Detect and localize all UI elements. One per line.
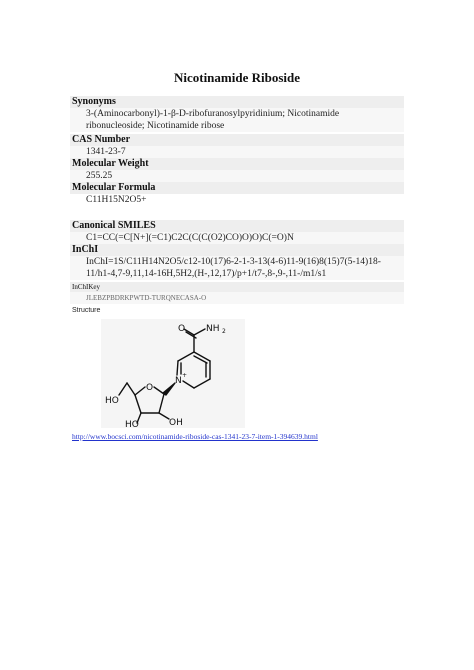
inchi-value-line1: InChI=1S/C11H14N2O5/c12-10(17)6-2-1-3-13(4-6)11-9(16)8(15)7(5-14)18- <box>70 256 404 268</box>
inchikey-value: JLEBZPBDRKPWTD-TURQNECASA-O <box>70 292 404 304</box>
bond <box>194 329 205 335</box>
atom-o-carbonyl: O <box>178 324 186 334</box>
smiles-section <box>70 220 404 244</box>
bond <box>194 356 207 363</box>
inchikey-label: InChIKey <box>70 282 404 292</box>
atom-n-plus: N <box>175 376 182 386</box>
synonyms-value-line1: 3-(Aminocarbonyl)-1-β-D-ribofuranosylpyridinium; Nicotinamide <box>70 108 404 120</box>
structure-image <box>101 319 245 428</box>
atom-ho-left: HO <box>105 396 119 406</box>
formula-section <box>70 182 404 206</box>
formula-value: C11H15N2O5+ <box>86 195 147 205</box>
inchi-value-line2: 11/h1-4,7-9,11,14-16H,5H2,(H-,12,17)/p+1/t7-,8-,9-,11-/m1/s1 <box>70 268 404 280</box>
bond <box>119 383 127 395</box>
cas-section <box>70 134 404 158</box>
source-link[interactable]: http://www.bocsci.com/nicotinamide-riboside-cas-1341-23-7-item-1-394639.html <box>72 432 318 441</box>
molecule-diagram <box>101 319 245 428</box>
atom-oh: OH <box>169 418 183 428</box>
atom-ho-bottom: HO <box>125 420 139 428</box>
bond <box>159 413 169 419</box>
cas-label: CAS Number <box>70 134 404 146</box>
bond <box>135 387 145 395</box>
bond <box>154 387 164 394</box>
structure-label: Structure <box>72 307 101 314</box>
bond <box>178 352 194 361</box>
mw-value: 255.25 <box>70 170 404 182</box>
bond <box>177 361 178 375</box>
cas-value: 1341-23-7 <box>70 146 404 158</box>
bond <box>127 383 135 395</box>
bond <box>194 379 210 388</box>
atom-charge: + <box>182 372 188 379</box>
bond <box>135 395 141 413</box>
synonyms-section <box>70 96 404 132</box>
bond <box>159 394 164 413</box>
page-title: Nicotinamide Riboside <box>173 70 301 85</box>
smiles-value: C1=CC(=C[N+](=C1)C2C(C(C(O2)CO)O)O)C(=O)N <box>70 232 404 244</box>
bond <box>183 381 194 388</box>
inchi-section <box>70 244 404 280</box>
atom-o-ring: O <box>146 383 154 393</box>
atom-nh2-subscript: 2 <box>222 328 226 335</box>
synonyms-label: Synonyms <box>70 96 404 108</box>
mw-label: Molecular Weight <box>70 158 404 170</box>
wedge-bond <box>163 383 175 395</box>
inchikey-section <box>70 282 404 304</box>
mw-section <box>70 158 404 182</box>
atom-nh2: NH <box>206 324 220 334</box>
smiles-label: Canonical SMILES <box>70 220 404 232</box>
synonyms-value-line2: ribonucleoside; Nicotinamide ribose <box>70 120 404 132</box>
inchi-label: InChI <box>70 244 404 256</box>
formula-label: Molecular Formula <box>70 182 404 194</box>
